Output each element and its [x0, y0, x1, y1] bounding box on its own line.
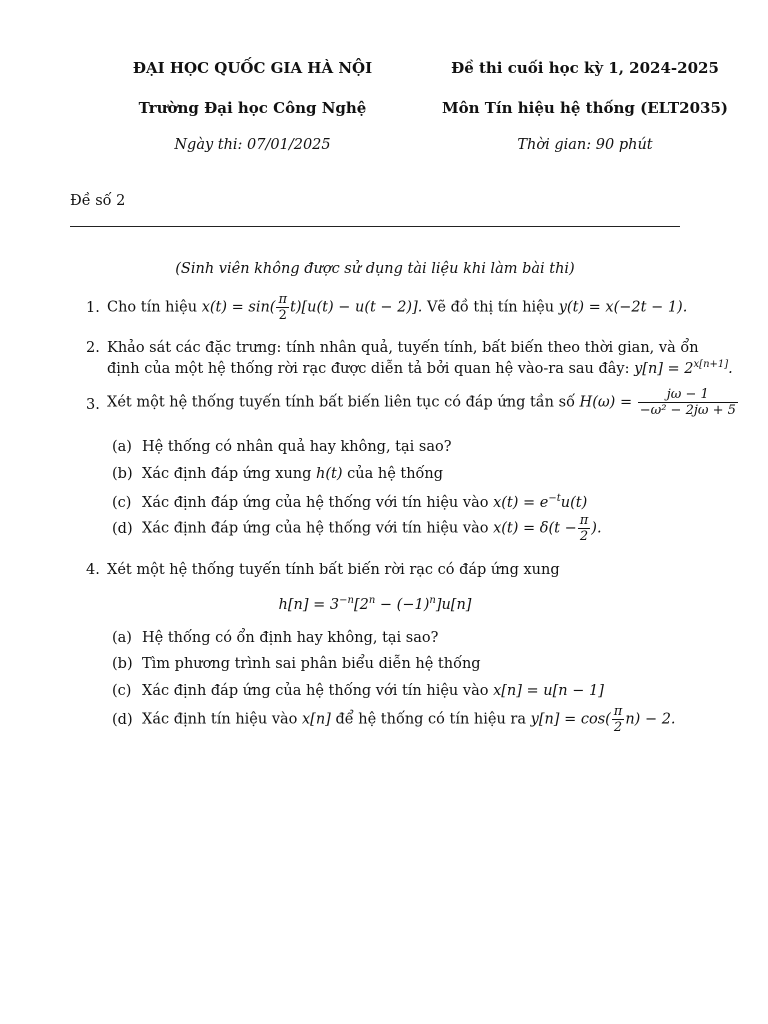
q1-text-a: Cho tín hiệu — [107, 299, 198, 316]
q1-math-c: y(t) = x(−2t − 1). — [558, 299, 688, 316]
q3-math: H(ω) = — [579, 394, 633, 411]
header-divider — [70, 226, 680, 227]
question-number: 1. — [86, 300, 100, 316]
question-4: Xét một hệ thống tuyến tính bất biến rời rạc có đáp ứng xung — [107, 562, 560, 578]
university-name: ĐẠI HỌC QUỐC GIA HÀ NỘI — [132, 59, 373, 77]
instruction: (Sinh viên không được sử dụng tài liệu khi làm bài thi) — [175, 261, 575, 277]
question-2-line-1: Khảo sát các đặc trưng: tính nhân quả, tuyến tính, bất biến theo thời gian, và ổn — [107, 340, 699, 356]
q4-equation: $h[n] = 3^{-n}[2^n - (-1)^n]u[n]$ — [278, 595, 472, 613]
q3-sub-d: (d) Xác định đáp ứng của hệ thống với tín hiệu vào x(t) = δ(t − $\frac{\pi}{2}$ ). — [112, 513, 602, 544]
q3d-fraction: $\frac{\pi}{2}$ — [579, 513, 589, 544]
q4-sub-b: (b) Tìm phương trình sai phân biểu diễn hệ thống — [112, 656, 481, 672]
course-name: Môn Tín hiệu hệ thống (ELT2035) — [442, 99, 728, 117]
q4-sub-c: (c) Xác định đáp ứng của hệ thống với tín hiệu vào x[n] = u[n − 1] — [112, 683, 604, 699]
q1-text-b: Vẽ đồ thị tín hiệu — [426, 299, 555, 316]
exam-code: Đề số 2 — [70, 193, 126, 209]
q3-sub-c: (c) Xác định đáp ứng của hệ thống với tín hiệu vào $x(t) = e^{-t}u(t)$ — [112, 493, 588, 511]
q4d-fraction: $\frac{\pi}{2}$ — [613, 704, 623, 735]
q3-sub-a: (a) Hệ thống có nhân quả hay không, tại sao? — [112, 439, 452, 455]
question-number: 3. — [86, 397, 100, 413]
q3-fraction: $\frac{j\omega - 1}{\text{−ω² − 2jω + 5}}$ — [639, 387, 736, 418]
question-3 — [107, 387, 739, 418]
question-number: 4. — [86, 562, 100, 578]
q4-sub-d: (d) Xác định tín hiệu vào x[n] để hệ thống có tín hiệu ra y[n] = cos( $\frac{\pi}{2}$ n) − 2. — [112, 704, 676, 735]
exam-title: Đề thi cuối học kỳ 1, 2024-2025 — [451, 59, 719, 77]
exam-date: Ngày thi: 07/01/2025 — [174, 137, 331, 153]
exam-duration: Thời gian: 90 phút — [517, 137, 653, 153]
q3-text: Xét một hệ thống tuyến tính bất biến liên tục có đáp ứng tần số — [107, 394, 575, 411]
q3-sub-b: (b) Xác định đáp ứng xung h(t) của hệ thống — [112, 466, 444, 482]
question-number: 2. — [86, 340, 100, 356]
q1-math-a: x(t) = sin( — [201, 299, 276, 316]
question-2-line-2 — [107, 359, 733, 377]
q2-text: định của một hệ thống rời rạc được diễn tả bởi quan hệ vào-ra sau đây: — [107, 360, 630, 377]
q1-fraction: $\frac{\pi}{2}$ — [278, 292, 288, 323]
q1-math-b: t)[u(t) − u(t − 2)]. — [290, 299, 423, 316]
q4-sub-a: (a) Hệ thống có ổn định hay không, tại sao? — [112, 630, 439, 646]
q2-math: $y[n] = 2^{x[n+1]}$. — [634, 359, 733, 377]
school-name: Trường Đại học Công Nghệ — [138, 99, 367, 117]
question-1 — [107, 292, 687, 323]
